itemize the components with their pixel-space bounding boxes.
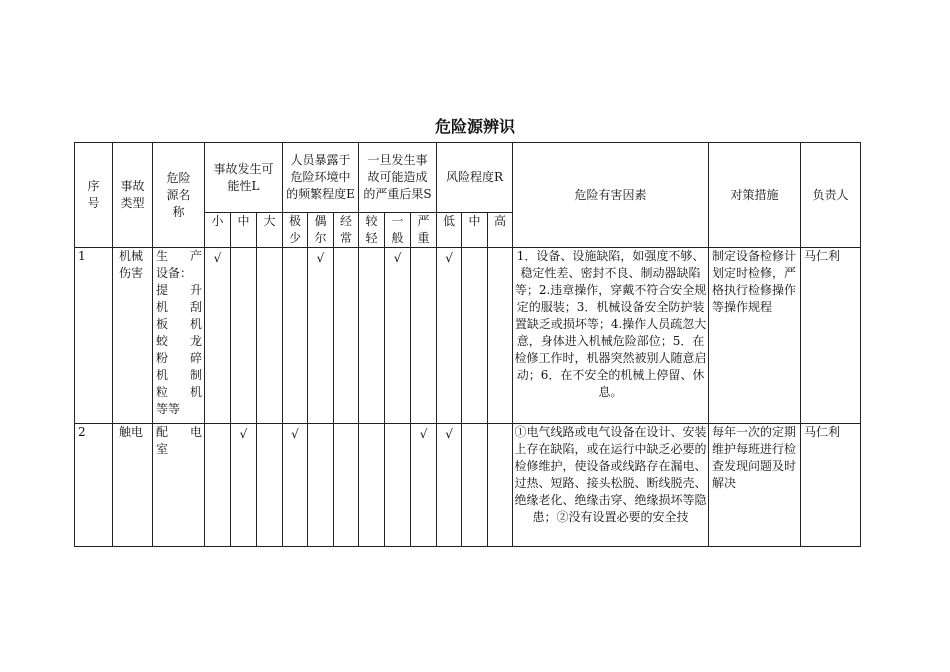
check-likelihood-high: [257, 248, 283, 424]
header-severity: 一旦发生事故可能造成的严重后果S: [359, 143, 437, 213]
check-likelihood-high: [257, 424, 283, 547]
check-risk-mid: [462, 424, 488, 547]
source-line: 粉 碎: [156, 351, 202, 365]
table-row: [75, 424, 861, 547]
source-line: 提 升: [156, 283, 202, 297]
header-measures: 对策措施: [709, 143, 801, 248]
level-risk-low: 低: [437, 213, 462, 248]
source-line: 机 制: [156, 368, 202, 382]
row-seq: 1: [75, 248, 113, 424]
check-likelihood-low: √: [205, 248, 231, 424]
level-exposure-frequent: 经常: [334, 213, 359, 248]
level-severity-severe: 严重: [411, 213, 437, 248]
header-seq: 序号: [75, 143, 113, 248]
level-risk-mid: 中: [462, 213, 488, 248]
source-line: 室: [156, 442, 169, 456]
source-line: 配 电: [156, 425, 202, 439]
row-owner: 马仁利: [801, 248, 861, 424]
check-exposure-occasional: [308, 424, 334, 547]
source-line: 蛟 龙: [156, 334, 202, 348]
header-exposure: 人员暴露于危险环境中的频繁程度E: [283, 143, 359, 213]
check-exposure-rare: √: [283, 424, 308, 547]
source-line: 机 刮: [156, 300, 202, 314]
check-exposure-rare: [283, 248, 308, 424]
check-exposure-occasional: √: [308, 248, 334, 424]
check-risk-low: √: [437, 248, 462, 424]
level-likelihood-low: 小: [205, 213, 231, 248]
row-owner: 马仁利: [801, 424, 861, 547]
header-risk: 风险程度R: [437, 143, 513, 213]
check-likelihood-mid: √: [231, 424, 257, 547]
row-type: 触电: [113, 424, 153, 547]
row-factors: 1．设备、设施缺陷，如强度不够、稳定性差、密封不良、制动器缺陷等；2.违章操作，穿戴不符合安全规定的服装；3．机械设备安全防护装置缺乏或损坏等；4.操作人员疏忽大意，身体进入机械危险部位；5．在检修工作时，机器突然被别人随意启动；6．在不安全的机械上停留、休息。: [513, 248, 709, 424]
source-line: 生 产: [156, 249, 202, 263]
hazard-table: [74, 142, 861, 547]
check-risk-high: [488, 424, 513, 547]
level-severity-minor: 较轻: [359, 213, 385, 248]
check-severity-minor: [359, 248, 385, 424]
header-factors: 危险有害因素: [513, 143, 709, 248]
row-measures: 每年一次的定期维护每班进行检查发现问题及时解决: [709, 424, 801, 547]
source-line: 粒 机: [156, 385, 202, 399]
level-risk-high: 高: [488, 213, 513, 248]
row-measures: 制定设备检修计划定时检修，严格执行检修操作等操作规程: [709, 248, 801, 424]
source-line: 板 机: [156, 317, 202, 331]
table-row: [75, 248, 861, 424]
check-exposure-frequent: [334, 424, 359, 547]
check-severity-severe: [411, 248, 437, 424]
level-exposure-rare: 极少: [283, 213, 308, 248]
level-likelihood-mid: 中: [231, 213, 257, 248]
check-severity-severe: √: [411, 424, 437, 547]
source-line: 设备：: [156, 266, 193, 280]
row-type: 机械伤害: [113, 248, 153, 424]
page-title: 危险源辨识: [434, 117, 515, 136]
check-risk-low: √: [437, 424, 462, 547]
check-risk-high: [488, 248, 513, 424]
level-exposure-occasional: 偶尔: [308, 213, 334, 248]
check-exposure-frequent: [334, 248, 359, 424]
check-likelihood-mid: [231, 248, 257, 424]
row-source: [153, 248, 205, 424]
check-severity-normal: [385, 424, 411, 547]
level-likelihood-high: 大: [257, 213, 283, 248]
source-line: 等等: [156, 402, 181, 416]
check-risk-mid: [462, 248, 488, 424]
header-owner: 负责人: [801, 143, 861, 248]
check-severity-minor: [359, 424, 385, 547]
check-likelihood-low: [205, 424, 231, 547]
check-severity-normal: √: [385, 248, 411, 424]
row-source: [153, 424, 205, 547]
header-type: 事故类型: [113, 143, 153, 248]
header-source: 危险源名称: [153, 143, 205, 248]
row-factors: ①电气线路或电气设备在设计、安装上存在缺陷，或在运行中缺乏必要的检修维护，使设备或线路存在漏电、过热、短路、接头松脱、断线脱壳、绝缘老化、绝缘击穿、绝缘损坏等隐患；②没有设置必要的安全技: [513, 424, 709, 547]
header-likelihood: 事故发生可能性L: [205, 143, 283, 213]
level-severity-normal: 一般: [385, 213, 411, 248]
row-seq: 2: [75, 424, 113, 547]
